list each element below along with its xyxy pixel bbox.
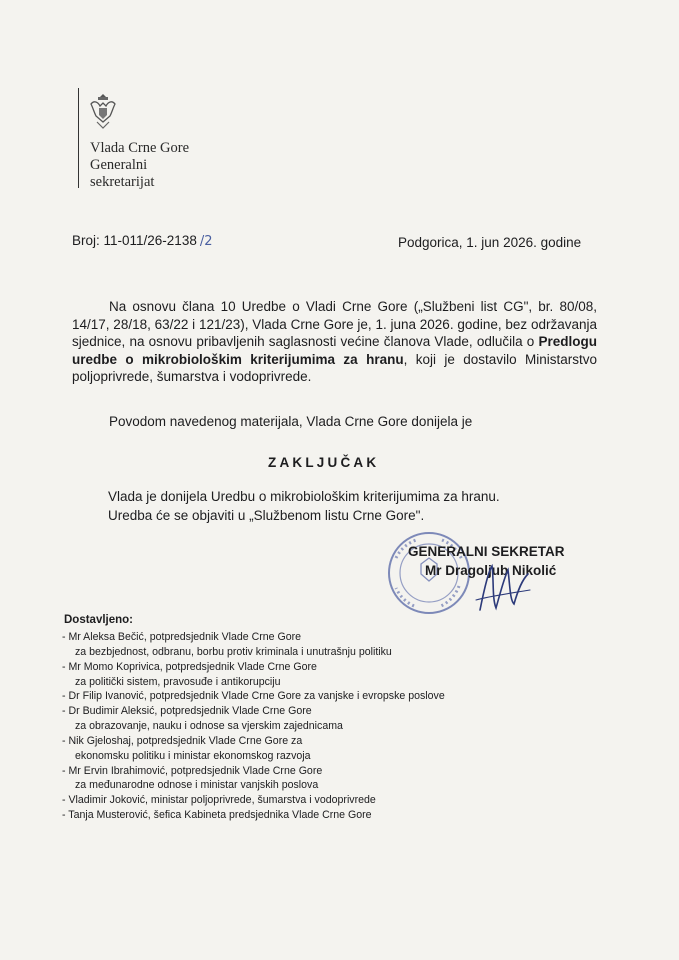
- body-end: , koji je dostavilo Ministarstvo poljoprivrede, šumarstva i vodoprivrede.: [72, 351, 597, 385]
- reference-number: [72, 233, 213, 249]
- list-item: - Nik Gjeloshaj, potpredsjednik Vlade Crne Gore za: [62, 734, 303, 747]
- letterhead-line-2: Generalni: [90, 157, 148, 173]
- conclusion-heading: ZAKLJUČAK: [268, 455, 380, 470]
- list-item: ekonomsku politiku i ministar ekonomskog razvoja: [75, 749, 311, 762]
- list-item: - Mr Ervin Ibrahimović, potpredsjednik Vlade Crne Gore: [62, 764, 323, 777]
- body-paragraph: [72, 298, 597, 386]
- letterhead-line-1: Vlada Crne Gore: [90, 140, 190, 156]
- handwritten-signature-icon: [470, 560, 535, 615]
- list-item: - Mr Aleksa Bečić, potpredsjednik Vlade Crne Gore: [62, 631, 302, 643]
- list-item: za međunarodne odnose i ministar vanjskih poslova: [75, 779, 319, 792]
- list-item: - Dr Budimir Aleksić, potpredsjednik Vlade Crne Gore: [62, 705, 312, 718]
- coat-of-arms-icon: [88, 92, 118, 130]
- list-item: za obrazovanje, nauku i odnose sa vjerskim zajednicama: [75, 720, 343, 733]
- conclusion-line-2: Uredba će se objaviti u „Službenom listu Crne Gore".: [108, 508, 425, 523]
- list-item: - Dr Filip Ivanović, potpredsjednik Vlade Crne Gore za vanjske i evropske poslove: [62, 690, 445, 703]
- list-item: za politički sistem, pravosuđe i antikorupciju: [75, 675, 281, 688]
- list-item: - Tanja Musterović, šefica Kabineta predsjednika Vlade Crne Gore: [62, 809, 372, 822]
- letterhead-rule: [78, 88, 79, 188]
- letterhead-text: [90, 140, 189, 191]
- reference-number-text: Broj: 11-011/26-2138: [72, 233, 197, 248]
- list-item: - Vladimir Joković, ministar poljoprivrede, šumarstva i vodoprivrede: [62, 794, 376, 807]
- place-and-date: Podgorica, 1. jun 2026. godine: [398, 235, 582, 250]
- body-intro: Na osnovu člana 10 Uredbe o Vladi Crne Gore („Službeni list CG", br. 80/08, 14/17, 28/18, 63/22 i 121/23), Vlada Crne Gore je, 1. juna 2026. godine, bez održavanja sjednice, na osnovu pribavljenih saglasnosti većine članova Vlade, odlučila o: [72, 299, 597, 350]
- letterhead-line-3: sekretarijat: [90, 174, 155, 190]
- delivered-heading: Dostavljeno:: [64, 614, 134, 626]
- signatory-title: GENERALNI SEKRETAR: [408, 544, 565, 559]
- signatory-name: Mr Dragoljub Nikolić: [425, 563, 557, 578]
- conclusion-line-1: Vlada je donijela Uredbu o mikrobiološkim kriterijumima za hranu.: [108, 489, 500, 504]
- handwritten-suffix: /2: [199, 234, 213, 249]
- body-paragraph-2: Povodom navedenog materijala, Vlada Crne Gore donijela je: [109, 414, 473, 429]
- body-subject: Predlogu uredbe o mikrobiološkim kriterijumima za hranu: [72, 334, 597, 367]
- delivered-list: [62, 630, 445, 823]
- list-item: za bezbjednost, odbranu, borbu protiv kriminala i unutrašnju politiku: [75, 645, 392, 658]
- list-item: - Mr Momo Koprivica, potpredsjednik Vlade Crne Gore: [62, 660, 317, 673]
